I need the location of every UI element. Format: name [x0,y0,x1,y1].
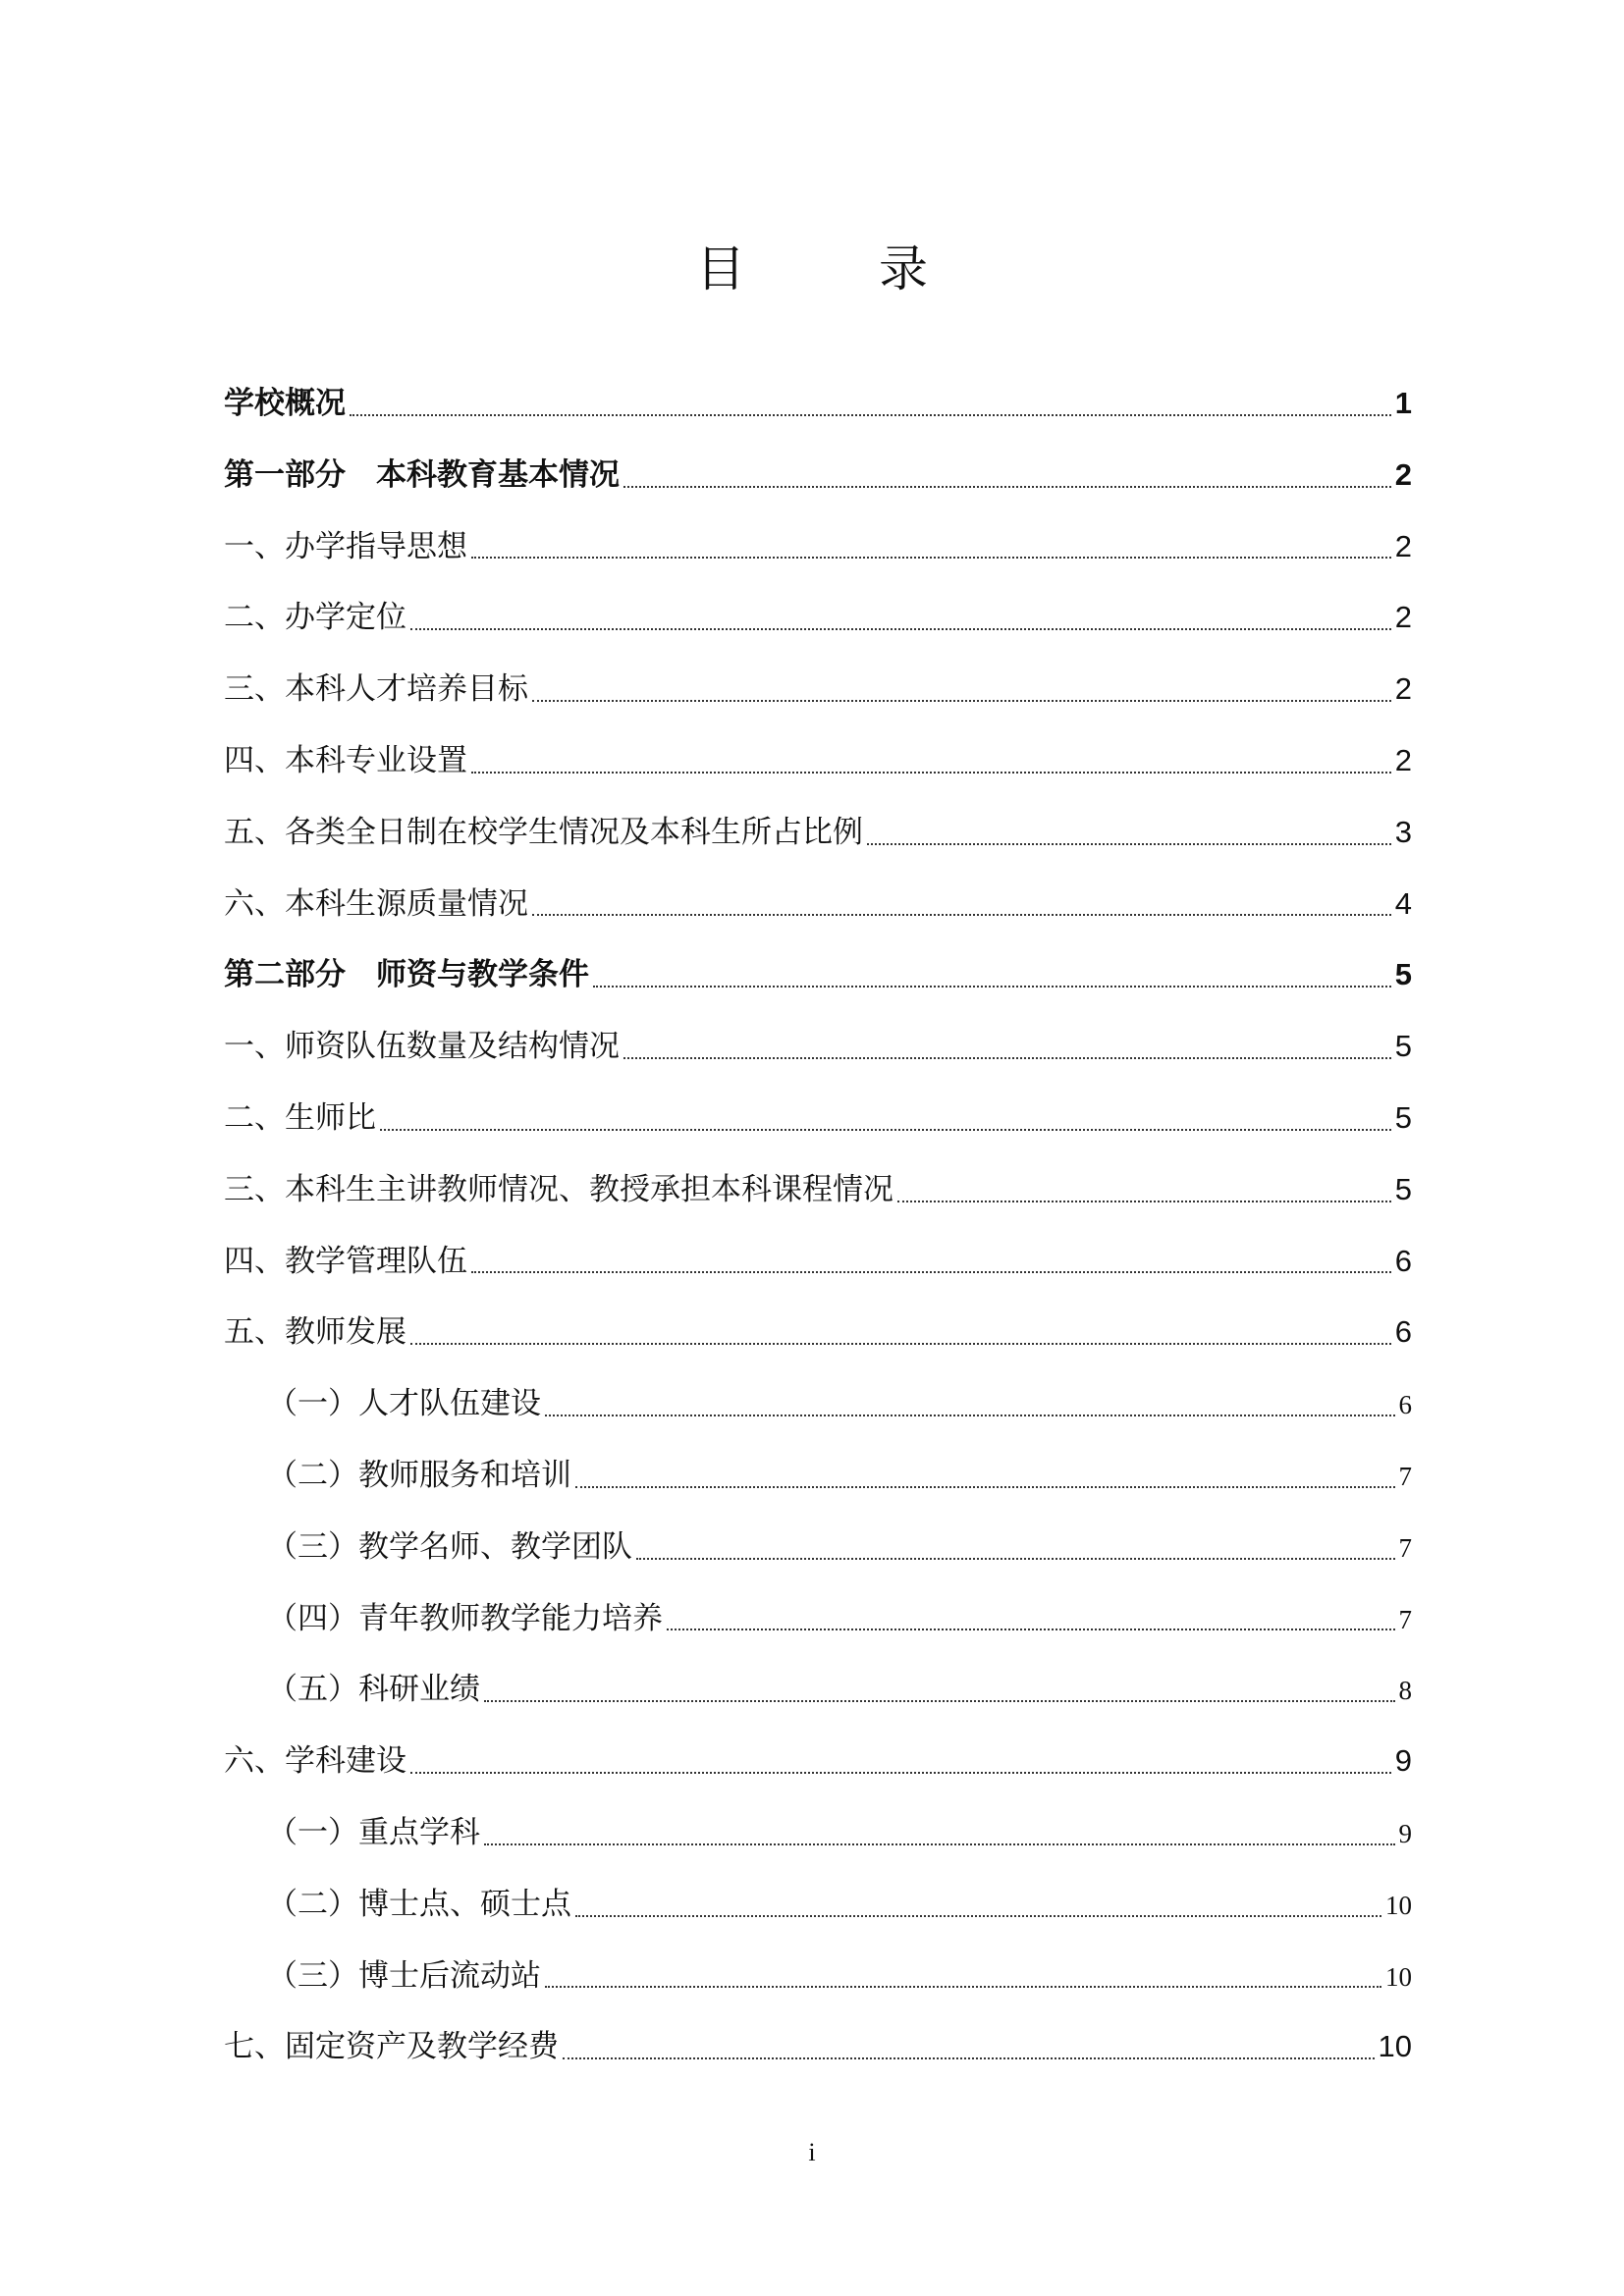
dot-leader [471,557,1391,559]
toc-entry-page-number: 6 [1394,1243,1412,1278]
dot-leader [410,628,1391,630]
dot-leader [484,1843,1395,1845]
dot-leader [484,1700,1395,1702]
dot-leader [545,1986,1381,1988]
toc-entry[interactable] [224,869,1412,940]
toc-entry[interactable] [224,1011,1412,1083]
toc-entry-page-number: 8 [1398,1676,1412,1706]
toc-entry-label: 五、各类全日制在校学生情况及本科生所占比例 [224,814,863,850]
toc-entry-page-number: 9 [1398,1818,1412,1848]
toc-entry-label: （二）博士点、硕士点 [267,1886,571,1922]
toc-entry-label: 六、本科生源质量情况 [224,885,528,922]
toc-entry[interactable] [224,1297,1412,1368]
toc-entry-label: 七、固定资产及教学经费 [224,2029,559,2065]
toc-entry-page-number: 7 [1398,1461,1412,1491]
toc-entry-page-number: 1 [1394,386,1412,420]
toc-entry-page-number: 2 [1394,456,1412,492]
toc-entry-page-number: 6 [1398,1390,1412,1420]
toc-entry[interactable] [224,939,1412,1011]
toc-entry-label: 第二部分 师资与教学条件 [224,957,589,993]
toc-subentry[interactable] [224,1869,1412,1941]
toc-entry[interactable] [224,582,1412,654]
toc-entry-label: 二、办学定位 [224,600,406,636]
dot-leader [897,1201,1391,1202]
toc-entry-page-number: 10 [1385,1890,1412,1920]
toc-entry[interactable] [224,654,1412,725]
toc-entry-label: 一、办学指导思想 [224,528,467,564]
toc-entry-label: （四）青年教师教学能力培养 [267,1600,663,1636]
toc-entry-page-number: 10 [1378,2029,1412,2064]
toc-entry-page-number: 2 [1394,742,1412,777]
toc-entry[interactable] [224,368,1412,440]
toc-entry-page-number: 2 [1394,528,1412,563]
toc-entry-page-number: 5 [1394,1029,1412,1064]
toc-entry-page-number: 5 [1394,1099,1412,1135]
toc-entry-page-number: 3 [1394,814,1412,849]
toc-entry-page-number: 6 [1394,1314,1412,1350]
dot-leader [623,486,1391,488]
dot-leader [532,700,1391,702]
toc-entry[interactable] [224,511,1412,583]
toc-subentry[interactable] [224,1440,1412,1512]
dot-leader [667,1629,1395,1630]
toc-entry-label: 三、本科生主讲教师情况、教授承担本科课程情况 [224,1171,893,1207]
dot-leader [410,1772,1391,1774]
dot-leader [563,2057,1375,2059]
toc-title: 目 录 [696,240,987,297]
dot-leader [575,1486,1395,1488]
toc-entry[interactable] [224,2011,1412,2083]
toc-entry[interactable] [224,440,1412,511]
dot-leader [593,986,1391,988]
page-number: i [808,2138,816,2166]
toc-entry-label: （二）教师服务和培训 [267,1457,571,1493]
toc-entry-page-number: 7 [1398,1604,1412,1634]
toc-subentry[interactable] [224,1941,1412,2012]
toc-entry-label: （三）教学名师、教学团队 [267,1528,632,1565]
toc-entry-page-number: 10 [1385,1961,1412,1992]
toc-entry-label: 学校概况 [224,386,346,421]
toc-entry-label: 二、生师比 [224,1099,376,1136]
toc-entry[interactable] [224,1726,1412,1797]
toc-entry-page-number: 5 [1394,957,1412,992]
dot-leader [471,1271,1391,1273]
toc-subentry[interactable] [224,1654,1412,1726]
toc-entry-page-number: 2 [1394,671,1412,707]
toc-subentry[interactable] [224,1583,1412,1655]
dot-leader [380,1129,1391,1131]
dot-leader [410,1343,1391,1345]
dot-leader [532,914,1391,916]
toc-entry-label: （三）博士后流动站 [267,1957,541,1994]
toc-entry-label: 四、本科专业设置 [224,742,467,778]
toc-subentry[interactable] [224,1797,1412,1869]
toc-entry-label: 第一部分 本科教育基本情况 [224,456,620,493]
toc-entry-page-number: 9 [1394,1743,1412,1779]
toc-entry-page-number: 2 [1394,600,1412,635]
toc-subentry[interactable] [224,1368,1412,1440]
toc-entry[interactable] [224,797,1412,869]
toc-entry-label: 五、教师发展 [224,1314,406,1351]
dot-leader [471,772,1391,774]
dot-leader [350,414,1391,416]
toc-subentry[interactable] [224,1512,1412,1583]
toc-entry[interactable] [224,725,1412,797]
toc-entry-page-number: 4 [1394,885,1412,921]
toc-entry-label: 四、教学管理队伍 [224,1243,467,1279]
dot-leader [623,1057,1391,1059]
dot-leader [636,1558,1395,1560]
toc-entry-page-number: 7 [1398,1532,1412,1563]
toc-entry-label: 六、学科建设 [224,1743,406,1780]
toc-list [224,368,1412,2083]
toc-entry[interactable] [224,1154,1412,1226]
dot-leader [867,843,1391,845]
toc-entry-page-number: 5 [1394,1171,1412,1206]
toc-entry-label: （五）科研业绩 [267,1672,480,1708]
toc-entry-label: 三、本科人才培养目标 [224,671,528,708]
toc-entry[interactable] [224,1226,1412,1298]
toc-entry-label: （一）人才队伍建设 [267,1386,541,1422]
dot-leader [575,1915,1381,1917]
dot-leader [545,1415,1395,1416]
toc-entry-label: （一）重点学科 [267,1814,480,1850]
toc-entry-label: 一、师资队伍数量及结构情况 [224,1029,620,1065]
toc-entry[interactable] [224,1083,1412,1154]
